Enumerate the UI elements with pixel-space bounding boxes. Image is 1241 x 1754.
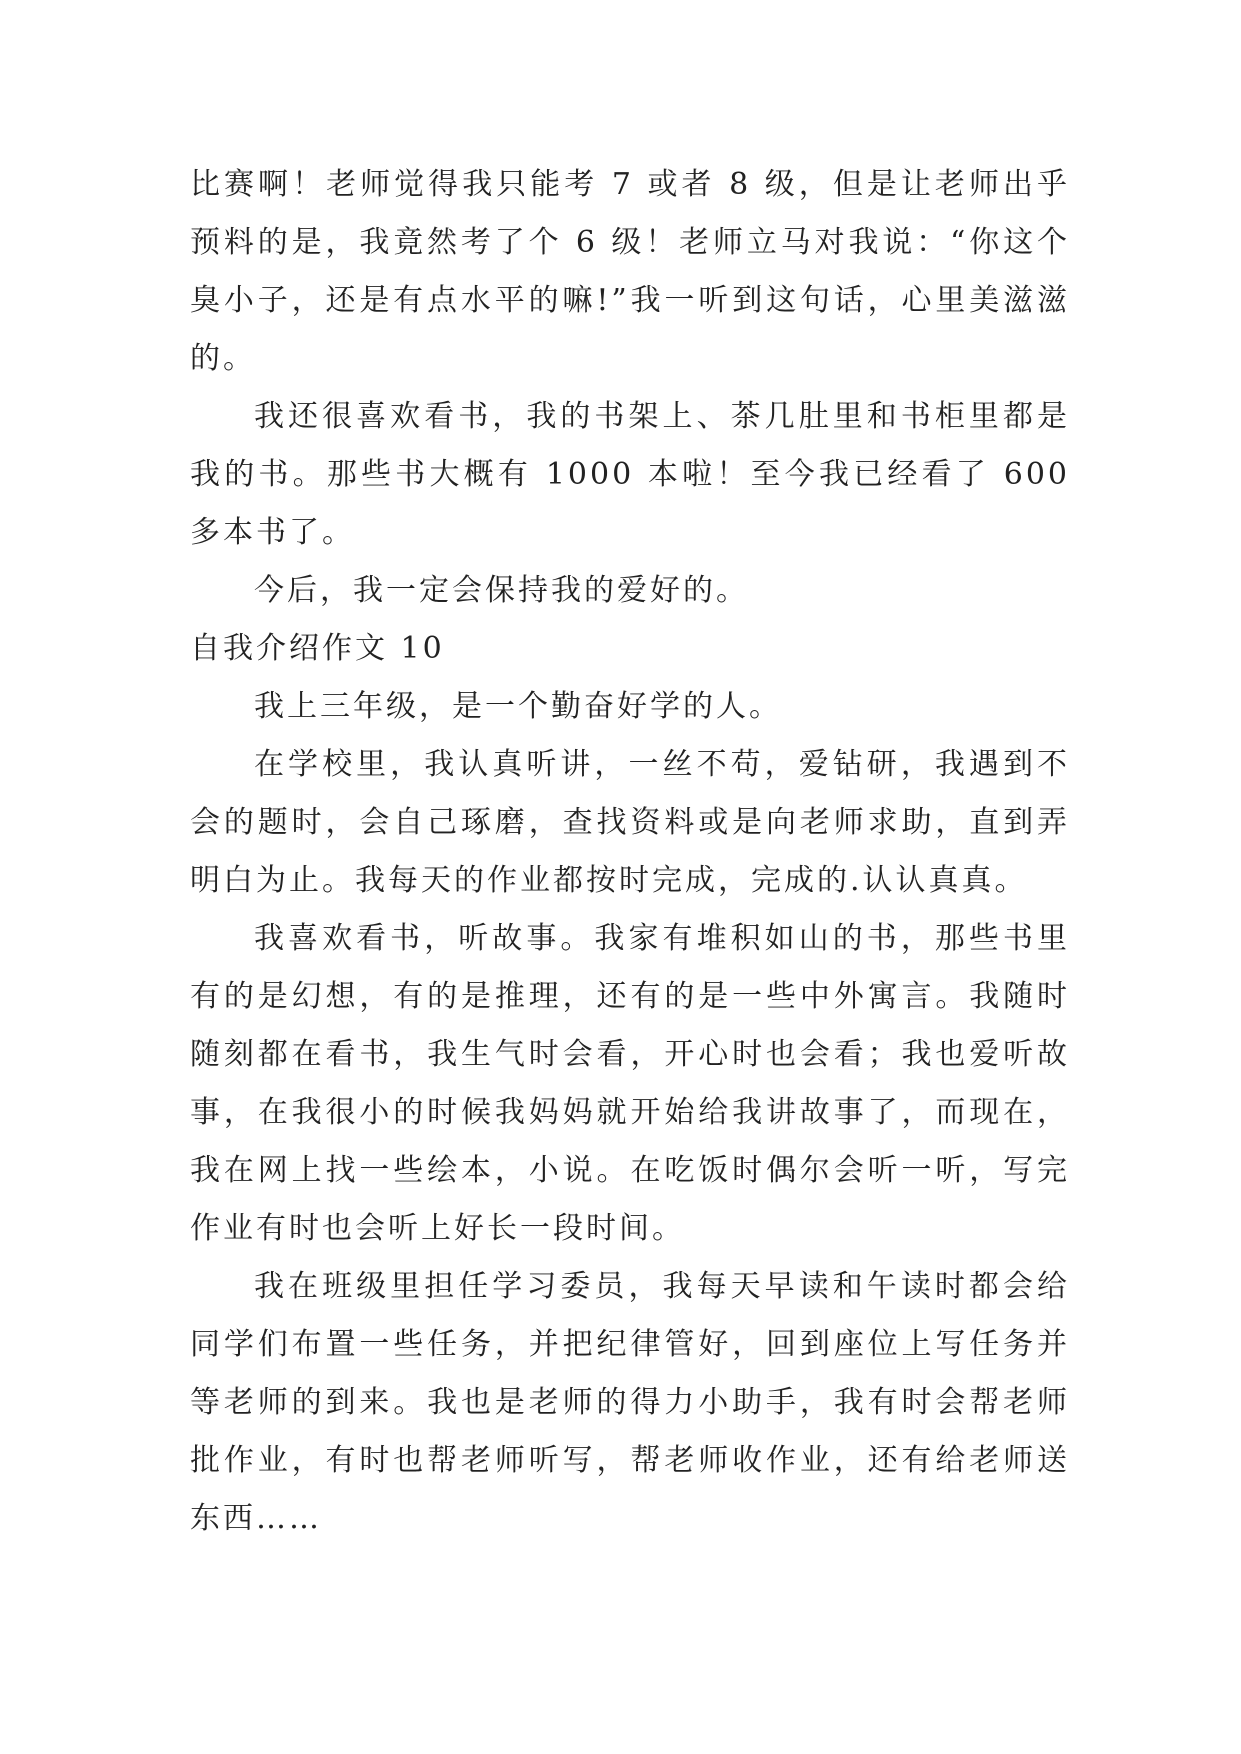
paragraph-school: 在学校里，我认真听讲，一丝不苟，爱钻研，我遇到不会的题时，会自己琢磨，查找资料或是向老师求助，直到弄明白为止。我每天的作业都按时完成，完成的.认认真真。: [190, 747, 1070, 898]
paragraph-conclusion: 今后，我一定会保持我的爱好的。: [254, 573, 749, 608]
section-title: 自我介绍作文 10: [190, 631, 445, 666]
paragraph-continued: 比赛啊！老师觉得我只能考 7 或者 8 级，但是让老师出乎预料的是，我竟然考了个 6 级！老师立马对我说：“你这个臭小子，还是有点水平的嘛!”我一听到这句话，心里美滋滋的。: [190, 167, 1070, 376]
paragraph-reading-hobby: 我还很喜欢看书，我的书架上、茶几肚里和书柜里都是我的书。那些书大概有 1000 本啦！至今我已经看了 600 多本书了。: [190, 399, 1070, 550]
document-body: [190, 156, 1070, 1548]
paragraph-intro: 我上三年级，是一个勤奋好学的人。: [254, 689, 782, 724]
paragraph-study-committee: 我在班级里担任学习委员，我每天早读和午读时都会给同学们布置一些任务，并把纪律管好，回到座位上写任务并等老师的到来。我也是老师的得力小助手，我有时会帮老师批作业，有时也帮老师听写，帮老师收作业，还有给老师送东西……: [190, 1269, 1070, 1536]
paragraph-books-stories: 我喜欢看书，听故事。我家有堆积如山的书，那些书里有的是幻想，有的是推理，还有的是一些中外寓言。我随时随刻都在看书，我生气时会看，开心时也会看；我也爱听故事，在我很小的时候我妈妈就开始给我讲故事了，而现在，我在网上找一些绘本，小说。在吃饭时偶尔会听一听，写完作业有时也会听上好长一段时间。: [190, 921, 1070, 1246]
